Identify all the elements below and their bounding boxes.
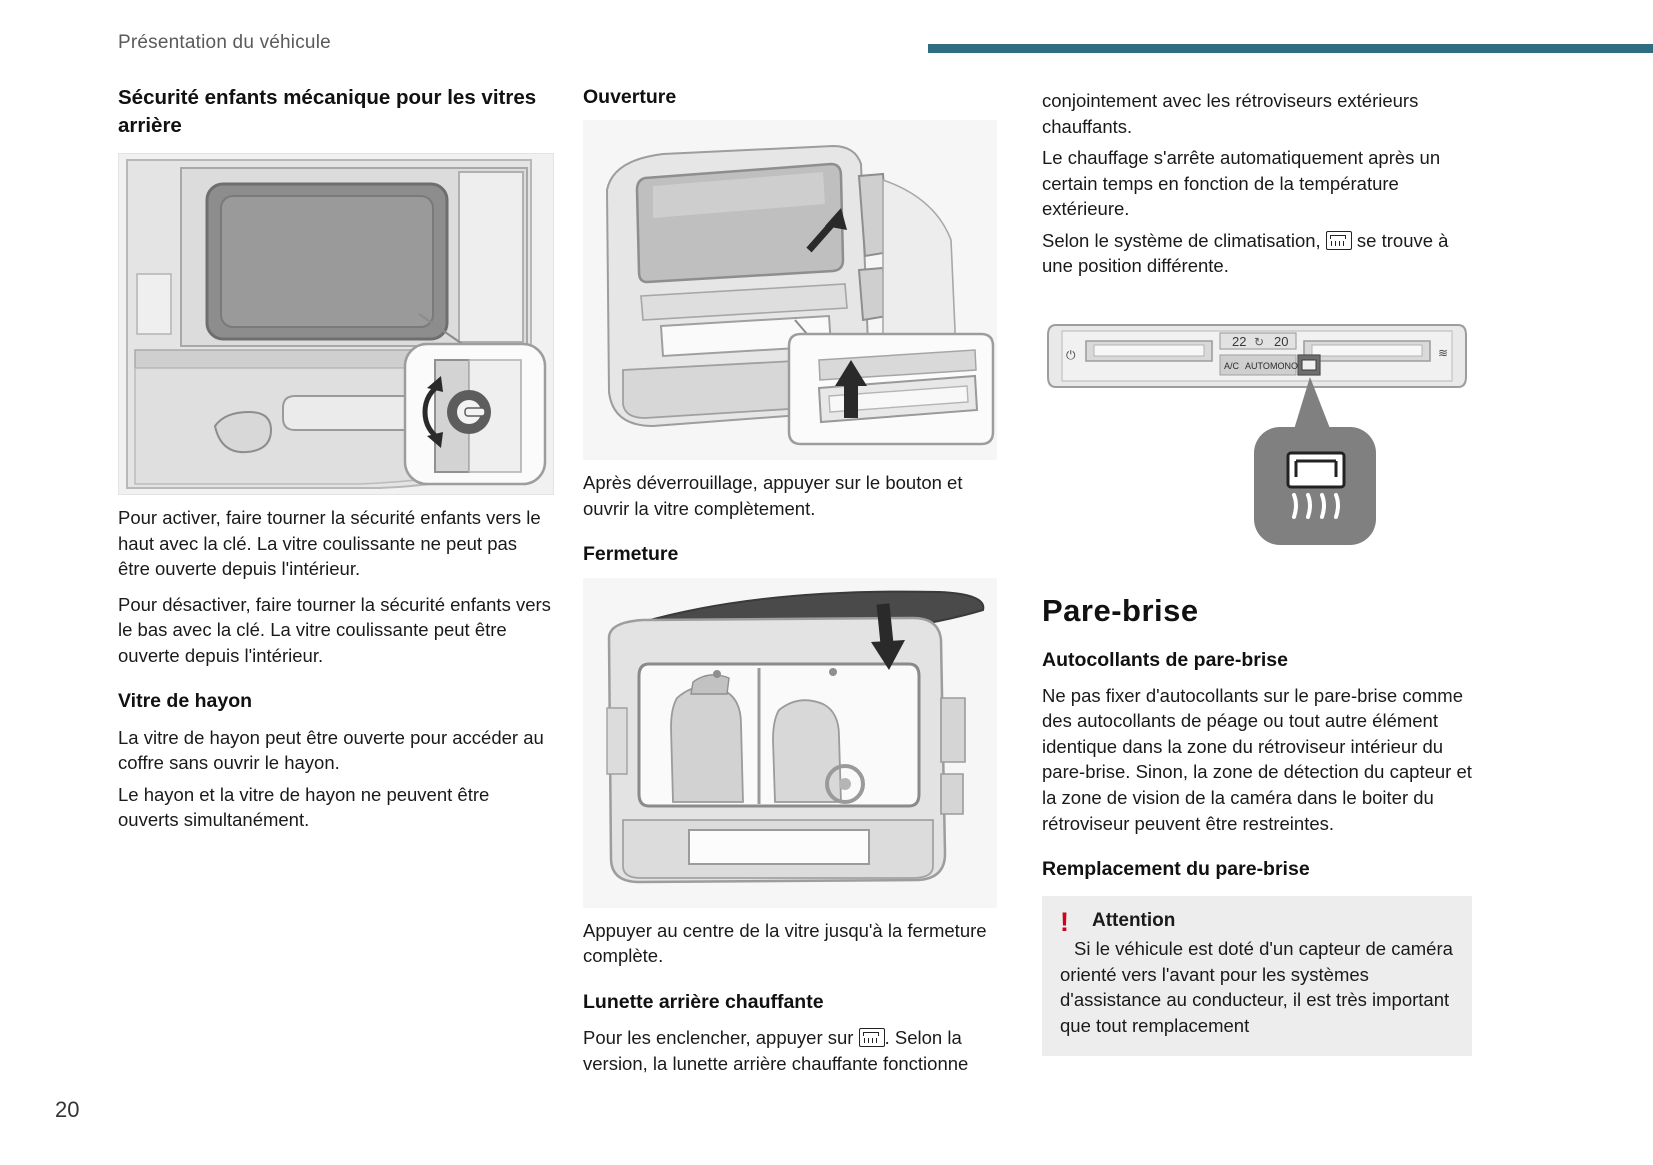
heading-windscreen-stickers: Autocollants de pare-brise bbox=[1042, 648, 1288, 671]
child-lock-rear-window-figure bbox=[118, 153, 554, 495]
rear-opening-illustration bbox=[583, 120, 997, 460]
tailgate-window-text-1: La vitre de hayon peut être ouverte pour accéder au coffre sans ouvrir le hayon. bbox=[118, 726, 544, 774]
heading-windscreen-replacement: Remplacement du pare-brise bbox=[1042, 858, 1310, 881]
opening-caption: Après déverrouillage, appuyer sur le bouton et ouvrir la vitre complètement. bbox=[583, 472, 963, 519]
page-number: 20 bbox=[55, 1097, 80, 1122]
rear-closing-illustration bbox=[583, 578, 997, 908]
svg-text:≋: ≋ bbox=[1438, 345, 1449, 360]
warning-icon: ! bbox=[1060, 907, 1069, 938]
heated-text-before: Pour les enclencher, appuyer sur bbox=[583, 1027, 859, 1048]
continuation-text-1: conjointement avec les rétroviseurs extérieurs chauffants. bbox=[1042, 90, 1419, 137]
column-middle bbox=[583, 84, 997, 1082]
section-title-windscreen: Pare-brise bbox=[1042, 592, 1199, 628]
attention-text: Si le véhicule est doté d'un capteur de caméra orienté vers l'avant pour les systèmes d'assistance au conducteur, il est très important que tout remplacement bbox=[1060, 938, 1453, 1036]
svg-text:↻: ↻ bbox=[1254, 334, 1265, 349]
rear-defrost-icon bbox=[859, 1028, 885, 1047]
rear-window-closing-figure bbox=[583, 578, 997, 908]
climate-button-auto: AUTO bbox=[1245, 360, 1270, 371]
heading-closing: Fermeture bbox=[583, 543, 679, 566]
climate-text-after: se trouve à une position différente. bbox=[1042, 229, 1449, 277]
running-header: Présentation du véhicule bbox=[118, 32, 331, 53]
climate-temp-left: 22 bbox=[1232, 333, 1247, 349]
rear-defrost-icon-inline bbox=[1326, 231, 1352, 250]
attention-box bbox=[1042, 896, 1472, 1056]
climate-control-panel-figure bbox=[1042, 299, 1472, 559]
svg-text:⏻: ⏻ bbox=[1066, 347, 1076, 362]
tailgate-window-text-2: Le hayon et la vitre de hayon ne peuvent être ouverts simultanément. bbox=[118, 783, 490, 831]
closing-caption: Appuyer au centre de la vitre jusqu'à la fermeture complète. bbox=[583, 919, 987, 967]
climate-system-text bbox=[1042, 228, 1472, 279]
climate-button-ac: A/C bbox=[1224, 360, 1240, 371]
heading-opening: Ouverture bbox=[583, 86, 677, 108]
heated-text-after: . Selon la version, la lunette arrière chauffante fonctionne bbox=[583, 1027, 969, 1074]
climate-panel-illustration bbox=[1042, 299, 1472, 559]
child-lock-caption-activate: Pour activer, faire tourner la sécurité enfants vers le haut avec la clé. La vitre coulissante ne peut pas être ouverte depuis l'intérieur. bbox=[118, 507, 541, 580]
column-left bbox=[118, 84, 552, 839]
heated-rear-window-text bbox=[583, 1025, 997, 1076]
heading-tailgate-window: Vitre de hayon bbox=[118, 690, 253, 713]
heading-heated-rear-window: Lunette arrière chauffante bbox=[583, 990, 824, 1013]
column-right bbox=[1042, 84, 1472, 1056]
attention-title: Attention bbox=[1092, 910, 1176, 932]
climate-temp-right: 20 bbox=[1274, 333, 1289, 349]
rear-window-opening-figure bbox=[583, 120, 997, 460]
windscreen-stickers-text: Ne pas fixer d'autocollants sur le pare-brise comme des autocollants de péage ou tout autre élément identique dans la zone du rétroviseur intérieur du pare-brise. Sinon, la zone de détection du capteur et la zone de vision de la caméra dans le boiter du rétroviseur peuvent être restreintes. bbox=[1042, 684, 1472, 834]
header-rule bbox=[928, 44, 1653, 53]
climate-text-before: Selon le système de climatisation, bbox=[1042, 229, 1326, 251]
continuation-text-2: Le chauffage s'arrête automatiquement après un certain temps en fonction de la température extérieure. bbox=[1042, 147, 1441, 220]
climate-button-mono: MONO bbox=[1270, 360, 1298, 371]
child-lock-caption-deactivate: Pour désactiver, faire tourner la sécurité enfants vers le bas avec la clé. La vitre coulissante peut être ouverte depuis l'intérieur. bbox=[118, 593, 551, 666]
child-lock-illustration bbox=[119, 154, 553, 494]
heading-child-safety: Sécurité enfants mécanique pour les vitres arrière bbox=[118, 86, 537, 137]
